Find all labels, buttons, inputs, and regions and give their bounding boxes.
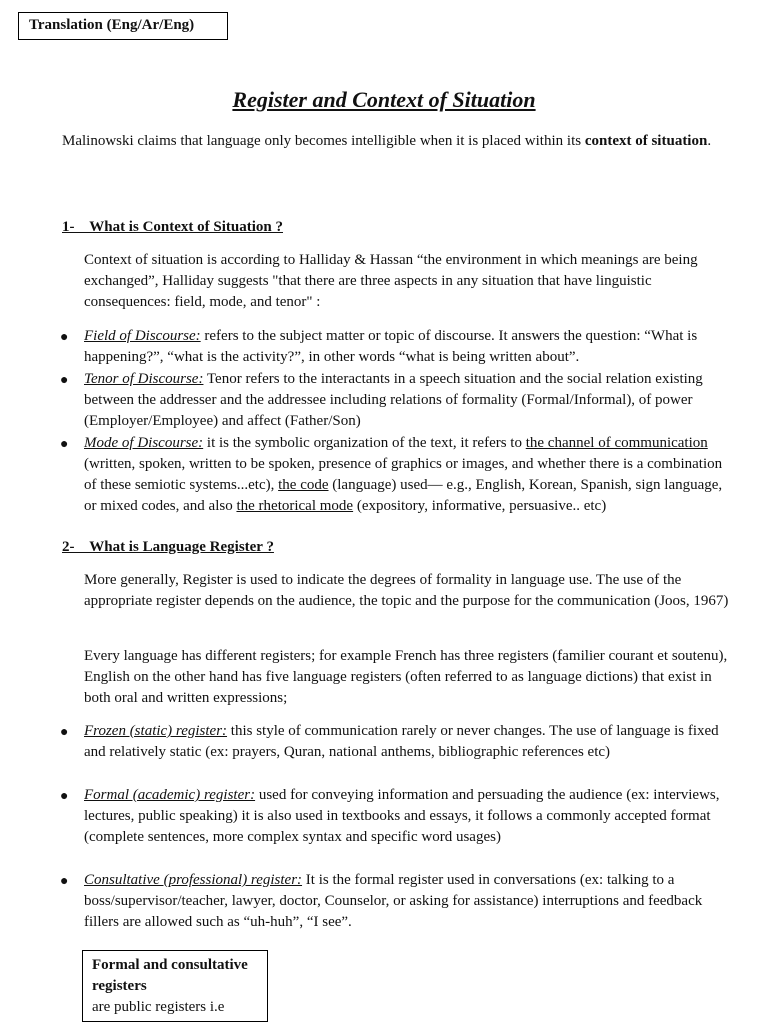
bullet-term: Mode of Discourse: — [84, 435, 204, 451]
intro-paragraph — [62, 131, 732, 152]
bullet-text: it is the symbolic organization of the text, it refers to — [203, 435, 526, 451]
bullet-text: this style of communication rarely or never changes. The use of language is fixed and relatively static (ex: prayers, Quran, national anthems, bibliographic references etc) — [84, 723, 719, 760]
bullet-frozen-register — [84, 721, 734, 763]
bullet-term: Formal (academic) register: — [84, 787, 256, 803]
note-box-text: are public registers i.e — [92, 999, 225, 1015]
bullet-term: Consultative (professional) register: — [84, 872, 303, 888]
bullet-icon: ● — [60, 373, 69, 388]
bullet-text: (language) used— e.g., English, Korean, Spanish, sign language, or mixed codes, and also — [84, 477, 723, 514]
bullet-text: (expository, informative, persuasive.. etc) — [353, 498, 607, 514]
bullet-icon: ● — [60, 789, 69, 804]
underlined-phrase: the rhetorical mode — [236, 498, 354, 514]
bullet-text: (written, spoken, written to be spoken, presence of graphics or images, and whether there is a combination of these semiotic systems...etc), — [84, 456, 723, 493]
note-box — [82, 950, 268, 1022]
bullet-formal-register — [84, 785, 734, 848]
bullet-term: Tenor of Discourse: — [84, 371, 204, 387]
section-2-heading: 2- What is Language Register ? — [62, 539, 274, 555]
intro-text-end: . — [707, 133, 712, 149]
bullet-mode-of-discourse — [84, 433, 734, 517]
note-box-heading: Formal and consultative registers — [92, 957, 248, 994]
bullet-text: Tenor refers to the interactants in a speech situation and the social relation existing between the addresser and the addressee including relations of formality (Formal/Informal), of power (Employer/Employee) and affect (Father/Son) — [84, 371, 703, 429]
section-1-paragraph: Context of situation is according to Halliday & Hassan “the environment in which meanings are being exchanged”, Halliday suggests "that there are three aspects in any situation that have linguistic consequences: field, mode, and tenor" : — [84, 252, 698, 310]
intro-text: Malinowski claims that language only becomes intelligible when it is placed within its — [62, 133, 585, 149]
bullet-term: Frozen (static) register: — [84, 723, 228, 739]
bullet-consultative-register — [84, 870, 734, 933]
underlined-phrase: the channel of communication — [525, 435, 708, 451]
bullet-icon: ● — [60, 330, 69, 345]
section-2-paragraph-2: Every language has different registers; for example French has three registers (familier courant et soutenu), English on the other hand has five language registers (often referred to as language dictions) that exist in both oral and written expressions; — [84, 648, 728, 706]
bullet-term: Field of Discourse: — [84, 328, 201, 344]
bullet-icon: ● — [60, 874, 69, 889]
bullet-icon: ● — [60, 725, 69, 740]
document-header-label: Translation (Eng/Ar/Eng) — [18, 12, 228, 40]
bullet-tenor-of-discourse — [84, 369, 734, 432]
bullet-text: It is the formal register used in conversations (ex: talking to a boss/supervisor/teacher, lawyer, doctor, Counselor, or asking for assistance) interruptions and feedback fillers are allowed such as “uh-huh”, “I see”. — [84, 872, 703, 930]
bullet-icon: ● — [60, 437, 69, 452]
intro-key-term: context of situation — [584, 133, 708, 149]
bullet-text: refers to the subject matter or topic of discourse. It answers the question: “What is happening?”, “what is the activity?”, in other words “what is being written about”. — [84, 328, 698, 365]
section-1-heading: 1- What is Context of Situation ? — [62, 219, 283, 235]
page-title: Register and Context of Situation — [232, 87, 536, 112]
section-2-paragraph-1: More generally, Register is used to indicate the degrees of formality in language use. The use of the appropriate register depends on the audience, the topic and the purpose for the communication (Joos, 1967) — [84, 572, 729, 609]
bullet-text: used for conveying information and persuading the audience (ex: interviews, lectures, public speaking) it is also used in textbooks and essays, it follows a commonly accepted format (complete sentences, more complex syntax and specific word usages) — [84, 787, 720, 845]
bullet-field-of-discourse — [84, 326, 734, 368]
underlined-phrase: the code — [278, 477, 329, 493]
